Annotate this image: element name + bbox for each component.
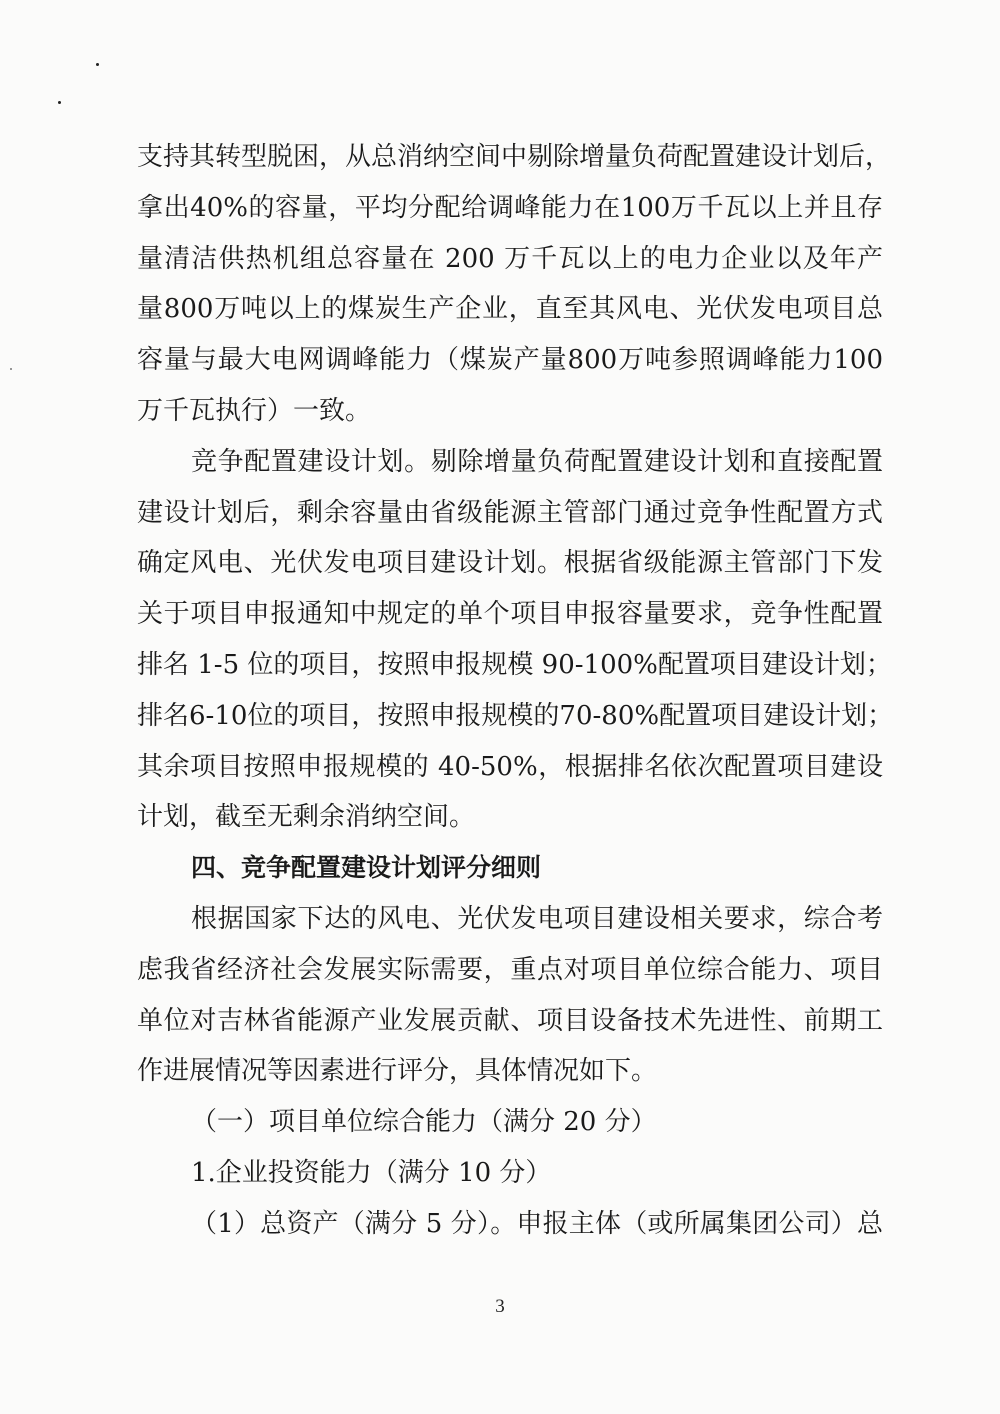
text-line: 排名 1-5 位的项目，按照申报规模 90-100%配置项目建设计划； xyxy=(137,649,892,680)
page-number: 3 xyxy=(495,1296,505,1317)
text-line: 关于项目申报通知中规定的单个项目申报容量要求，竞争性配置 xyxy=(137,599,883,630)
text-line: 作进展情况等因素进行评分，具体情况如下。 xyxy=(137,1056,658,1087)
scan-speck xyxy=(10,368,12,370)
text-line: （1）总资产（满分 5 分）。申报主体（或所属集团公司）总 xyxy=(191,1208,883,1239)
text-line: 量800万吨以上的煤炭生产企业，直至其风电、光伏发电项目总 xyxy=(137,294,883,325)
subsection-heading: （一）项目单位综合能力（满分 20 分） xyxy=(191,1107,657,1138)
text-line: 根据国家下达的风电、光伏发电项目建设相关要求，综合考 xyxy=(191,903,883,934)
text-line: 竞争配置建设计划。剔除增量负荷配置建设计划和直接配置 xyxy=(191,446,883,477)
text-line: 容量与最大电网调峰能力（煤炭产量800万吨参照调峰能力100 xyxy=(137,345,883,376)
text-line: 单位对吉林省能源产业发展贡献、项目设备技术先进性、前期工 xyxy=(137,1005,883,1036)
item-heading: 1.企业投资能力（满分 10 分） xyxy=(191,1157,552,1188)
text-line: 排名6-10位的项目，按照申报规模的70-80%配置项目建设计划； xyxy=(137,700,894,731)
text-line: 万千瓦执行）一致。 xyxy=(137,395,372,426)
text-line: 量清洁供热机组总容量在 200 万千瓦以上的电力企业以及年产 xyxy=(137,243,883,274)
section-heading: 四、竞争配置建设计划评分细则 xyxy=(191,853,542,883)
scan-speck xyxy=(96,63,99,66)
text-line: 虑我省经济社会发展实际需要，重点对项目单位综合能力、项目 xyxy=(137,954,883,985)
text-line: 支持其转型脱困，从总消纳空间中剔除增量负荷配置建设计划后， xyxy=(137,142,892,172)
text-line: 拿出40%的容量，平均分配给调峰能力在100万千瓦以上并且存 xyxy=(137,192,883,223)
text-line: 建设计划后，剩余容量由省级能源主管部门通过竞争性配置方式 xyxy=(137,497,883,528)
text-line: 计划，截至无剩余消纳空间。 xyxy=(137,802,476,833)
text-line: 其余项目按照申报规模的 40-50%，根据排名依次配置项目建设 xyxy=(137,751,883,782)
scan-speck xyxy=(58,101,61,104)
text-line: 确定风电、光伏发电项目建设计划。根据省级能源主管部门下发 xyxy=(137,548,883,579)
body-text xyxy=(137,132,894,1250)
